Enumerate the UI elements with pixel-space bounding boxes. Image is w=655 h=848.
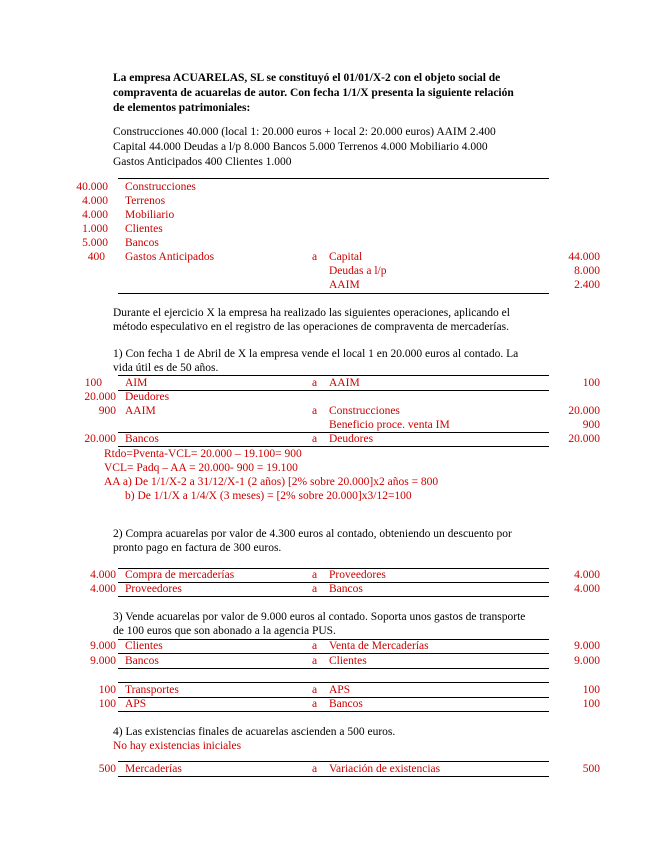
op1-entry3-debit-amount: 20.000: [84, 433, 116, 445]
opening-debit-amount: 4.000: [82, 209, 108, 221]
divider: [118, 446, 549, 447]
opening-debit-account: Mobiliario: [125, 209, 175, 221]
op3-debit-account: Clientes: [125, 640, 163, 652]
op2-debit-amount: 4.000: [90, 583, 116, 595]
opening-credit-amount: 2.400: [574, 279, 600, 291]
op1-entry2-credit-amount: 900: [582, 419, 600, 431]
intro-title-line-2: compraventa de acuarelas de autor. Con fecha 1/1/X presenta la siguiente relación: [113, 87, 514, 99]
op1-entry2-credit-amount: 20.000: [568, 405, 600, 417]
op3-credit-amount: 100: [582, 684, 600, 696]
divider: [118, 653, 549, 654]
intro-items-line-1: Construcciones 40.000 (local 1: 20.000 euros + local 2: 20.000 euros) AAIM 2.400: [113, 126, 496, 138]
opening-debit-amount: 40.000: [76, 181, 108, 193]
op3-debit-amount: 9.000: [90, 655, 116, 667]
operations-intro-line-1: Durante el ejercicio X la empresa ha realizado las siguientes operaciones, aplicando el: [113, 307, 510, 319]
divider: [118, 668, 549, 669]
op3-credit-account: Venta de Mercaderías: [329, 640, 429, 652]
op3-text-line-2: de 100 euros que son abonado a la agencia PUS.: [113, 625, 336, 637]
intro-items-line-3: Gastos Anticipados 400 Clientes 1.000: [113, 156, 292, 168]
operations-intro-line-2: método especulativo en el registro de las operaciones de compraventa de mercaderías.: [113, 321, 509, 333]
op1-entry3-credit-amount: 20.000: [568, 433, 600, 445]
divider: [118, 596, 549, 597]
opening-debit-account: Bancos: [125, 237, 159, 249]
op1-entry3-credit-account: Deudores: [329, 433, 374, 445]
op3-credit-account: Clientes: [329, 655, 367, 667]
divider: [118, 178, 549, 179]
a-connector: a: [312, 583, 318, 595]
a-connector: a: [312, 655, 318, 667]
op4-credit-account: Variación de existencias: [329, 763, 441, 775]
op1-entry2-debit-amount: 900: [98, 405, 116, 417]
op3-credit-account: APS: [329, 684, 351, 696]
op3-debit-amount: 100: [98, 698, 116, 710]
op3-credit-account: Bancos: [329, 698, 363, 710]
a-connector: a: [312, 698, 318, 710]
op1-entry2-credit-account: Beneficio proce. venta IM: [329, 419, 450, 431]
op3-debit-amount: 100: [98, 684, 116, 696]
op2-credit-amount: 4.000: [574, 569, 600, 581]
op1-note-line-1: Rtdo=Pventa-VCL= 20.000 – 19.100= 900: [104, 448, 302, 460]
op4-credit-amount: 500: [582, 763, 600, 775]
divider: [118, 711, 549, 712]
op2-debit-account: Proveedores: [125, 583, 182, 595]
a-connector: a: [312, 640, 318, 652]
a-connector: a: [312, 433, 318, 445]
op1-note-line-4: b) De 1/1/X a 1/4/X (3 meses) = [2% sobre 20.000]x3/12=100: [125, 490, 412, 502]
op3-debit-account: Bancos: [125, 655, 159, 667]
op4-note: No hay existencias iniciales: [113, 740, 242, 752]
intro-items-line-2: Capital 44.000 Deudas a l/p 8.000 Bancos 5.000 Terrenos 4.000 Mobiliario 4.000: [113, 141, 488, 153]
op1-entry1-debit-amount: 100: [84, 377, 102, 389]
opening-debit-amount: 4.000: [82, 195, 108, 207]
op2-debit-account: Compra de mercaderías: [125, 569, 235, 581]
op1-text-line-2: vida útil es de 50 años.: [113, 362, 219, 374]
op3-credit-amount: 9.000: [574, 640, 600, 652]
op1-entry2-debit-amount: 20.000: [84, 391, 116, 403]
op2-credit-amount: 4.000: [574, 583, 600, 595]
opening-credit-account: Deudas a l/p: [329, 265, 387, 277]
a-connector: a: [312, 569, 318, 581]
op3-credit-amount: 9.000: [574, 655, 600, 667]
opening-credit-amount: 8.000: [574, 265, 600, 277]
op2-debit-amount: 4.000: [90, 569, 116, 581]
divider: [118, 390, 549, 391]
op3-debit-account: Transportes: [125, 684, 179, 696]
opening-debit-account: Construcciones: [125, 181, 196, 193]
op3-debit-amount: 9.000: [90, 640, 116, 652]
divider: [118, 776, 549, 777]
opening-credit-account: Capital: [329, 251, 363, 263]
opening-debit-amount: 400: [87, 251, 105, 263]
opening-debit-account: Gastos Anticipados: [125, 251, 215, 263]
op4-text-line-1: 4) Las existencias finales de acuarelas ascienden a 500 euros.: [113, 726, 396, 738]
op1-entry1-credit-account: AAIM: [329, 377, 360, 389]
op1-note-line-3: AA a) De 1/1/X-2 a 31/12/X-1 (2 años) [2% sobre 20.000]x2 años = 800: [104, 476, 439, 488]
op3-text-line-1: 3) Vende acuarelas por valor de 9.000 euros al contado. Soporta unos gastos de transporte: [113, 611, 526, 623]
op2-credit-account: Bancos: [329, 583, 363, 595]
a-connector: a: [312, 405, 318, 417]
opening-debit-amount: 5.000: [82, 237, 108, 249]
a-connector: a: [312, 684, 318, 696]
intro-title-line-3: de elementos patrimoniales:: [113, 102, 251, 114]
op1-entry1-debit-account: AIM: [125, 377, 148, 389]
op1-entry1-credit-amount: 100: [582, 377, 600, 389]
op3-debit-account: APS: [125, 698, 147, 710]
opening-credit-account: AAIM: [329, 279, 360, 291]
opening-credit-amount: 44.000: [568, 251, 600, 263]
op1-note-line-2: VCL= Padq – AA = 20.000- 900 = 19.100: [104, 462, 298, 474]
op1-entry3-debit-account: Bancos: [125, 433, 159, 445]
op1-entry2-credit-account: Construcciones: [329, 405, 400, 417]
divider: [118, 761, 549, 762]
a-connector: a: [312, 377, 318, 389]
opening-debit-amount: 1.000: [82, 223, 108, 235]
opening-debit-account: Clientes: [125, 223, 163, 235]
op1-entry2-debit-account: Deudores: [125, 391, 170, 403]
op2-credit-account: Proveedores: [329, 569, 386, 581]
divider: [118, 682, 549, 683]
op2-text-line-2: pronto pago en factura de 300 euros.: [113, 542, 282, 554]
op2-text-line-1: 2) Compra acuarelas por valor de 4.300 euros al contado, obteniendo un descuento por: [113, 528, 512, 540]
op3-credit-amount: 100: [582, 698, 600, 710]
op4-debit-amount: 500: [98, 763, 116, 775]
a-connector: a: [312, 251, 318, 263]
op1-text-line-1: 1) Con fecha 1 de Abril de X la empresa vende el local 1 en 20.000 euros al contado. La: [113, 348, 519, 360]
intro-title-line-1: La empresa ACUARELAS, SL se constituyó el 01/01/X-2 con el objeto social de: [113, 72, 501, 84]
op1-entry2-debit-account: AAIM: [125, 405, 156, 417]
op4-debit-account: Mercaderías: [125, 763, 182, 775]
divider: [118, 375, 549, 376]
opening-debit-account: Terrenos: [125, 195, 166, 207]
a-connector: a: [312, 763, 318, 775]
divider: [118, 293, 549, 294]
